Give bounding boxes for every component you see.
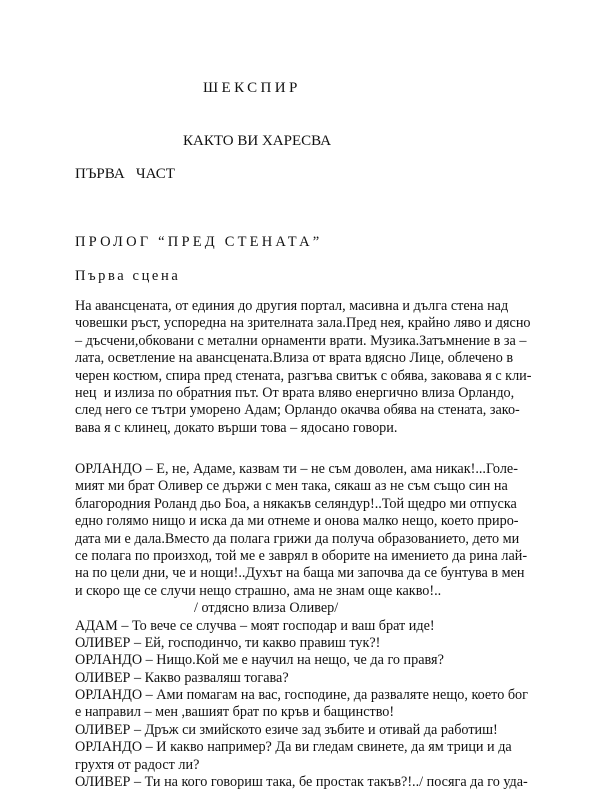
dialogue-line: ОРЛАНДО – Е, не, Адаме, казвам ти – не съм доволен, ама никак!...Голе- (75, 461, 518, 477)
dialogue-line: грухтя от радост ли? (75, 756, 200, 773)
dialogue-line: и скоро ще се случи нещо страшно, ама не знам още какво!.. (75, 582, 442, 599)
dialogue-line: ОЛИВЕР – Ти на кого говориш така, бе простак такъв?!../ посяга да го уда- (75, 774, 528, 791)
dialogue-block (75, 461, 595, 791)
prologue-heading: ПРОЛОГ “ПРЕД СТЕНАТА” (75, 234, 323, 250)
dialogue-line: ОРЛАНДО – И какво например? Да ви гледам свинете, да ям трици и да (75, 739, 512, 756)
dialogue-line: АДАМ – То вече се случва – моят господар и ваш брат иде! (75, 617, 435, 634)
part-heading: ПЪРВА ЧАСТ (75, 166, 175, 182)
text-line: след него се тътри уморено Адам; Орландо окачва обява на стената, зако- (75, 402, 520, 419)
dialogue-line: едно голямо нищо и иска да ми отнеме и онова малко нещо, което приро- (75, 513, 519, 530)
dialogue-line: ОРЛАНДО – Нищо.Кой ме е научил на нещо, че да го правя? (75, 652, 444, 669)
text-line: – дъсчени,обковани с метални орнаменти врати. Музика.Затъмнение в за – (75, 332, 527, 349)
text-line: На авансцената, от единия до другия портал, масивна и дълга стена над (75, 298, 509, 314)
dialogue-line: ОЛИВЕР – Ей, господинчо, ти какво правиш тук?! (75, 634, 381, 651)
dialogue-line: ОЛИВЕР – Дръж си змийското езиче зад зъбите и отивай да работиш! (75, 721, 498, 738)
stage-direction-line: / отдясно влиза Оливер/ (194, 600, 339, 617)
text-line: вава я с клинец, докато върши това – ядосано говори. (75, 419, 398, 436)
dialogue-line: е направил – мен ,вашият брат по кръв и бащинство! (75, 704, 395, 721)
author-heading: ШЕКСПИР (203, 80, 301, 96)
dialogue-line: се полага по произход, той ме е заврял в оборите на имението да рина лай- (75, 547, 528, 564)
dialogue-line: на по цели дни, че и нощи!..Духът на баща ми започва да се бунтува в мен (75, 565, 525, 582)
stage-direction-paragraph (75, 298, 595, 437)
dialogue-line: мият ми брат Оливер се държи с мен така, сякаш аз не съм също син на (75, 478, 508, 495)
text-line: лата, осветление на авансцената.Влиза от врата вдясно Лице, облечено в (75, 350, 514, 367)
dialogue-line: ОРЛАНДО – Ами помагам на вас, господине, да разваляте нещо, което бог (75, 687, 528, 704)
scene-heading: Първа сцена (75, 268, 181, 284)
text-line: човешки ръст, успоредна на зрителната зала.Пред нея, крайно ляво и дясно (75, 315, 531, 332)
dialogue-line: дата ми е дала.Вместо да полага грижи да получа образованието, дето ми (75, 530, 520, 547)
text-line: нец и излиза по обратния път. От врата вляво енергично влиза Орландо, (75, 384, 515, 401)
dialogue-line: ОЛИВЕР – Какво разваляш тогава? (75, 669, 289, 686)
dialogue-line: благородния Роланд дьо Боа, а някакъв селяндур!..Той щедро ми отпуска (75, 495, 517, 512)
text-line: черен костюм, спира пред стената, разгъва свитък с обява, заковава я с кли- (75, 367, 532, 384)
play-title: КАКТО ВИ ХАРЕСВА (183, 133, 332, 149)
